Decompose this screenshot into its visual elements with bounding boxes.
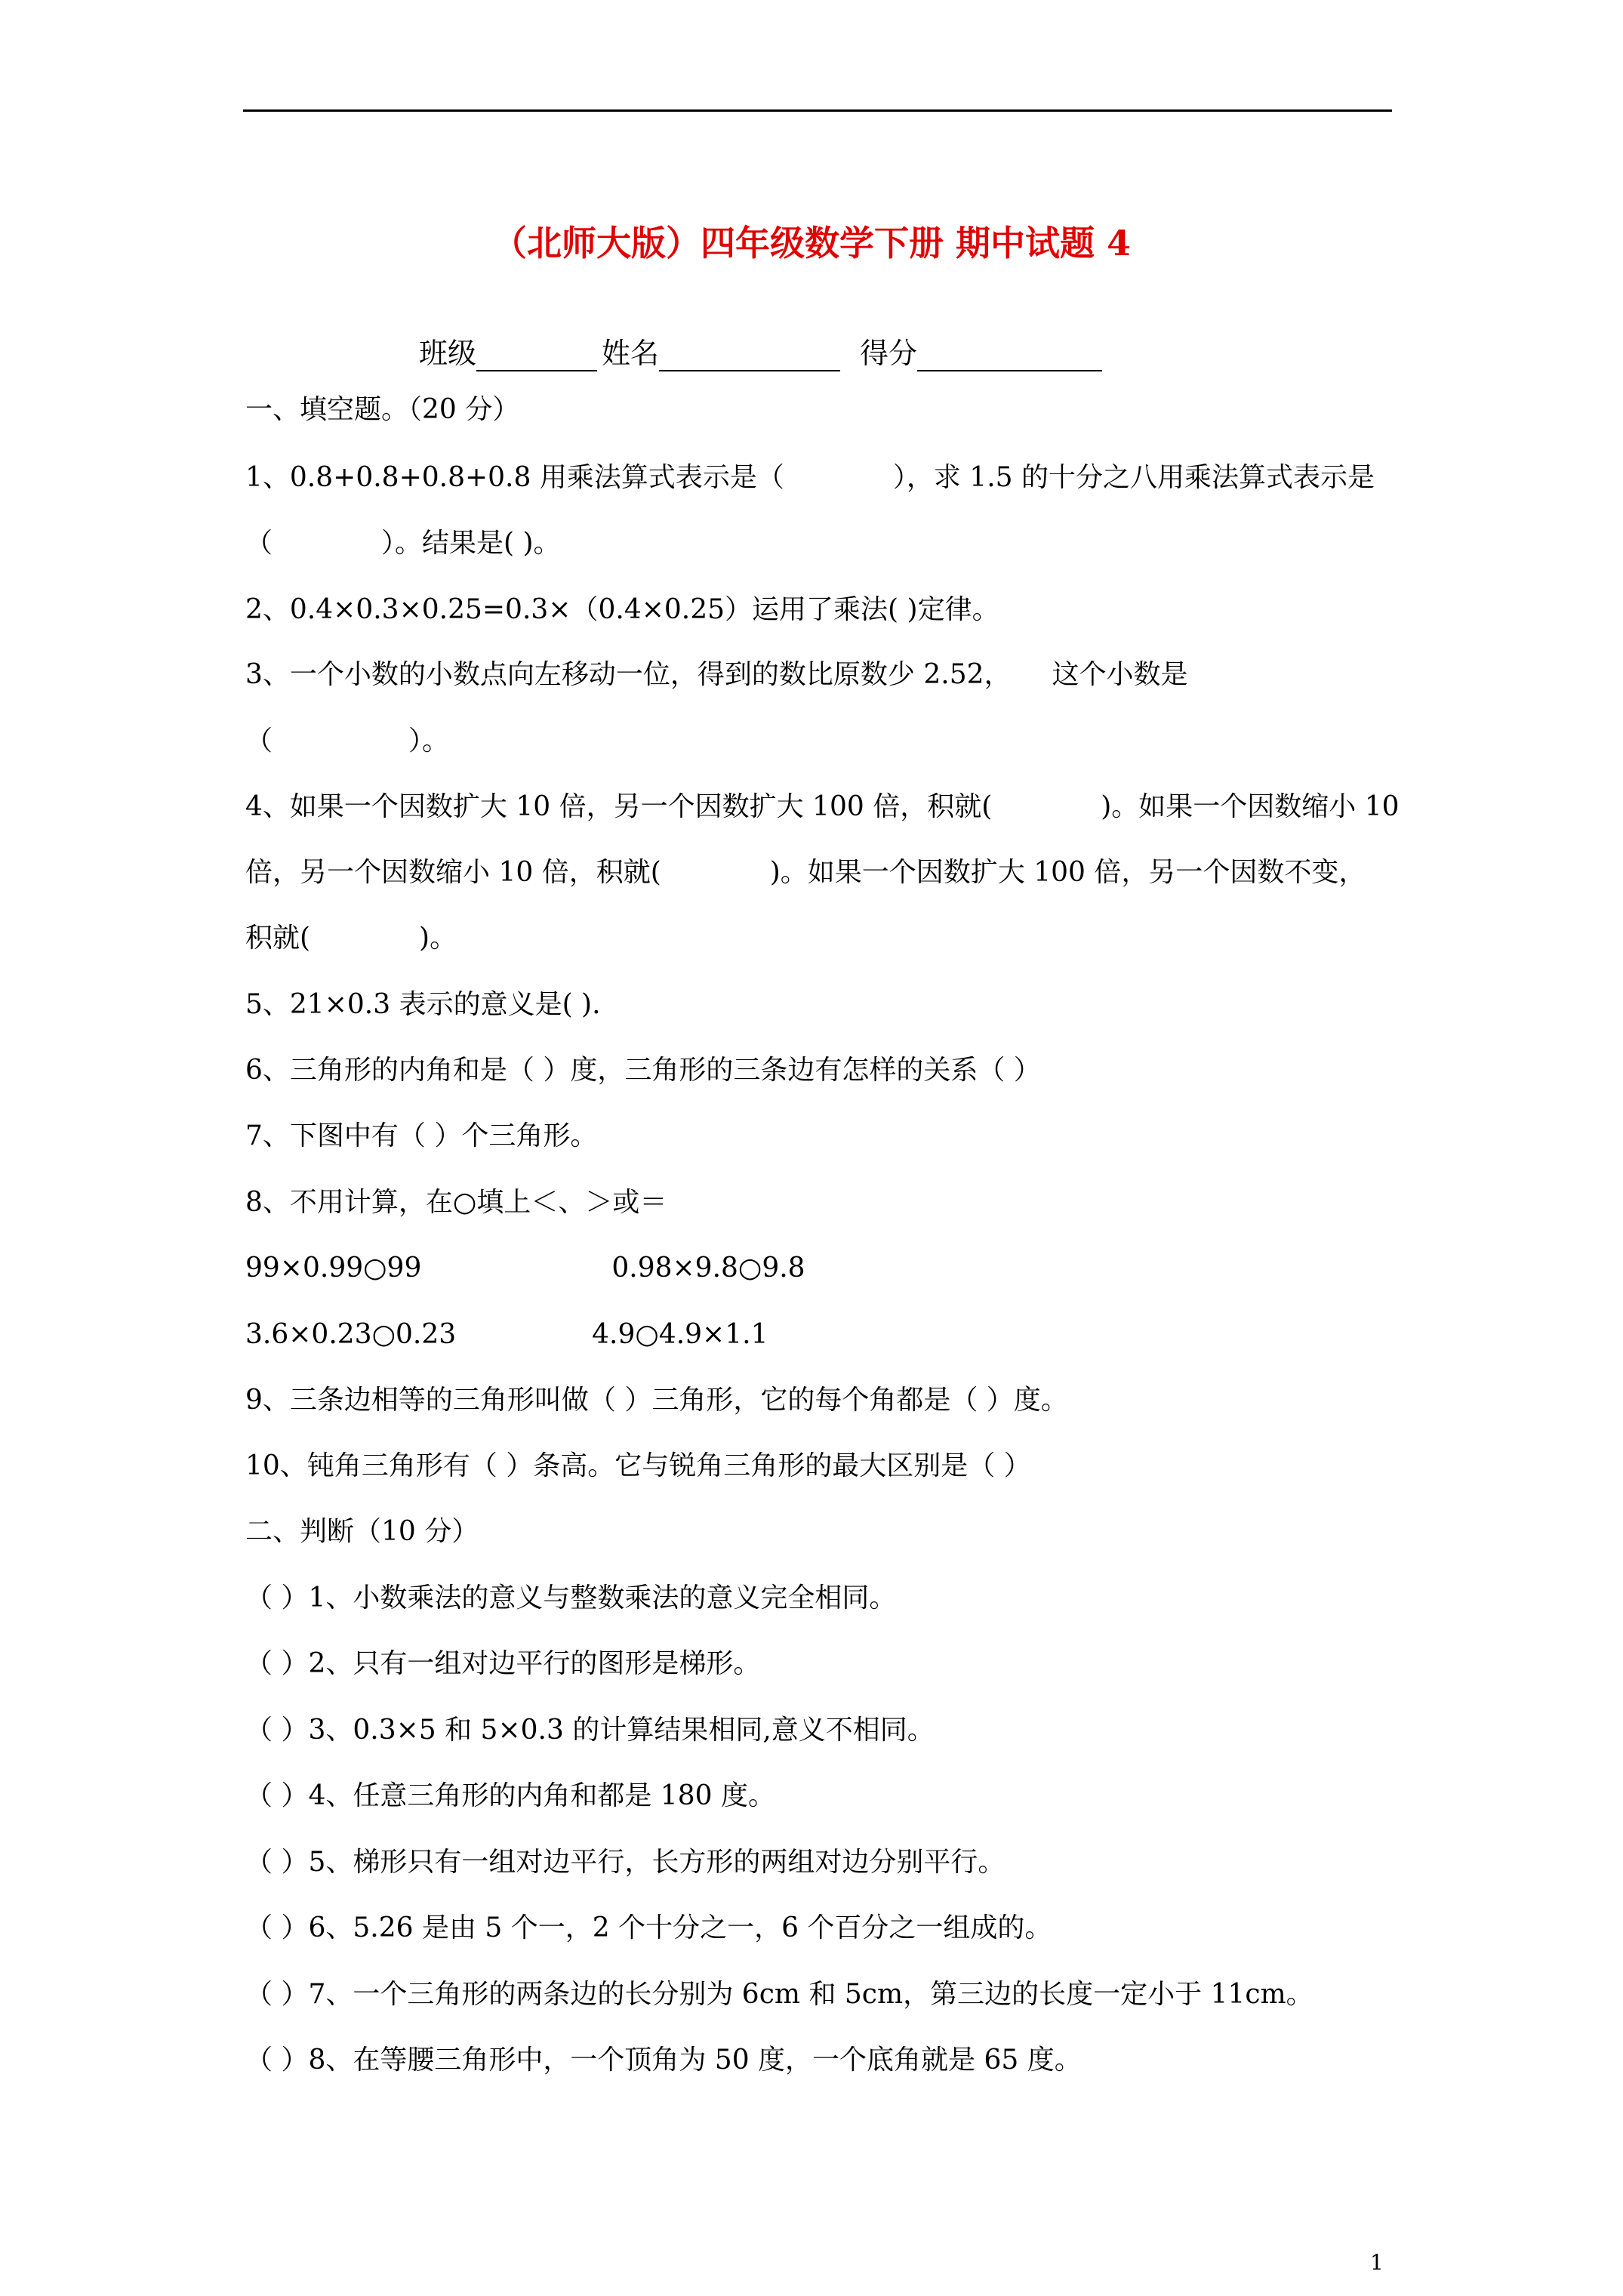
question-1-cont: （ ）。结果是( )。 [245,528,561,559]
judgement-2: （ ）2、只有一组对边平行的图形是梯形。 [245,1648,761,1679]
question-8-row-1: 99×0.99○99 0.98×9.8○9.8 [245,1253,805,1284]
question-7: 7、下图中有（ ）个三角形。 [245,1120,598,1151]
question-10: 10、钝角三角形有（ ）条高。它与锐角三角形的最大区别是（ ） [245,1450,1031,1481]
question-3: 3、一个小数的小数点向左移动一位，得到的数比原数少 2.52， 这个小数是 [245,659,1188,690]
judgement-5: （ ）5、梯形只有一组对边平行，长方形的两组对边分别平行。 [245,1847,1006,1878]
question-8: 8、不用计算，在○填上＜、＞或＝ [245,1187,667,1218]
header-rule [243,109,1392,112]
score-blank[interactable] [917,341,1102,371]
page-title: （北师大版）四年级数学下册 期中试题 4 [491,223,1132,264]
judgement-4: （ ）4、任意三角形的内角和都是 180 度。 [245,1780,775,1811]
judgement-7: （ ）7、一个三角形的两条边的长分别为 6cm 和 5cm，第三边的长度一定小于 11cm。 [245,1979,1313,2010]
question-9: 9、三条边相等的三角形叫做（ ）三角形，它的每个角都是（ ）度。 [245,1385,1068,1416]
section-judgement-heading: 二、判断（10 分） [245,1516,479,1547]
section-fill-blank-heading: 一、填空题。（20 分） [245,394,520,425]
question-4-cont-2: 积就( )。 [245,923,457,954]
score-label: 得分 [860,337,918,370]
question-2: 2、0.4×0.3×0.25=0.3×（0.4×0.25）运用了乘法( )定律。 [245,594,999,625]
question-1: 1、0.8+0.8+0.8+0.8 用乘法算式表示是（ ），求 1.5 的十分之八用乘法算式表示是 [245,462,1375,493]
name-label: 姓名 [602,337,660,370]
question-8-row-2: 3.6×0.23○0.23 4.9○4.9×1.1 [245,1319,768,1350]
question-4-cont-1: 倍，另一个因数缩小 10 倍，积就( )。如果一个因数扩大 100 倍，另一个因数不变， [245,857,1366,888]
name-blank[interactable] [659,341,840,371]
judgement-6: （ ）6、5.26 是由 5 个一，2 个十分之一，6 个百分之一组成的。 [245,1912,1052,1943]
judgement-8: （ ）8、在等腰三角形中，一个顶角为 50 度，一个底角就是 65 度。 [245,2045,1082,2076]
judgement-1: （ ）1、小数乘法的意义与整数乘法的意义完全相同。 [245,1583,897,1613]
question-5: 5、21×0.3 表示的意义是( ). [245,989,601,1020]
class-label: 班级 [419,337,477,370]
question-6: 6、三角形的内角和是（ ）度，三角形的三条边有怎样的关系（ ） [245,1055,1041,1086]
class-blank[interactable] [476,341,597,371]
question-3-cont: （ ）。 [245,726,450,757]
question-4: 4、如果一个因数扩大 10 倍，另一个因数扩大 100 倍，积就( )。如果一个因数缩小 10 [245,791,1400,822]
judgement-3: （ ）3、0.3×5 和 5×0.3 的计算结果相同,意义不相同。 [245,1715,935,1746]
student-info-row [419,330,1107,371]
page-number: 1 [1370,2250,1384,2275]
